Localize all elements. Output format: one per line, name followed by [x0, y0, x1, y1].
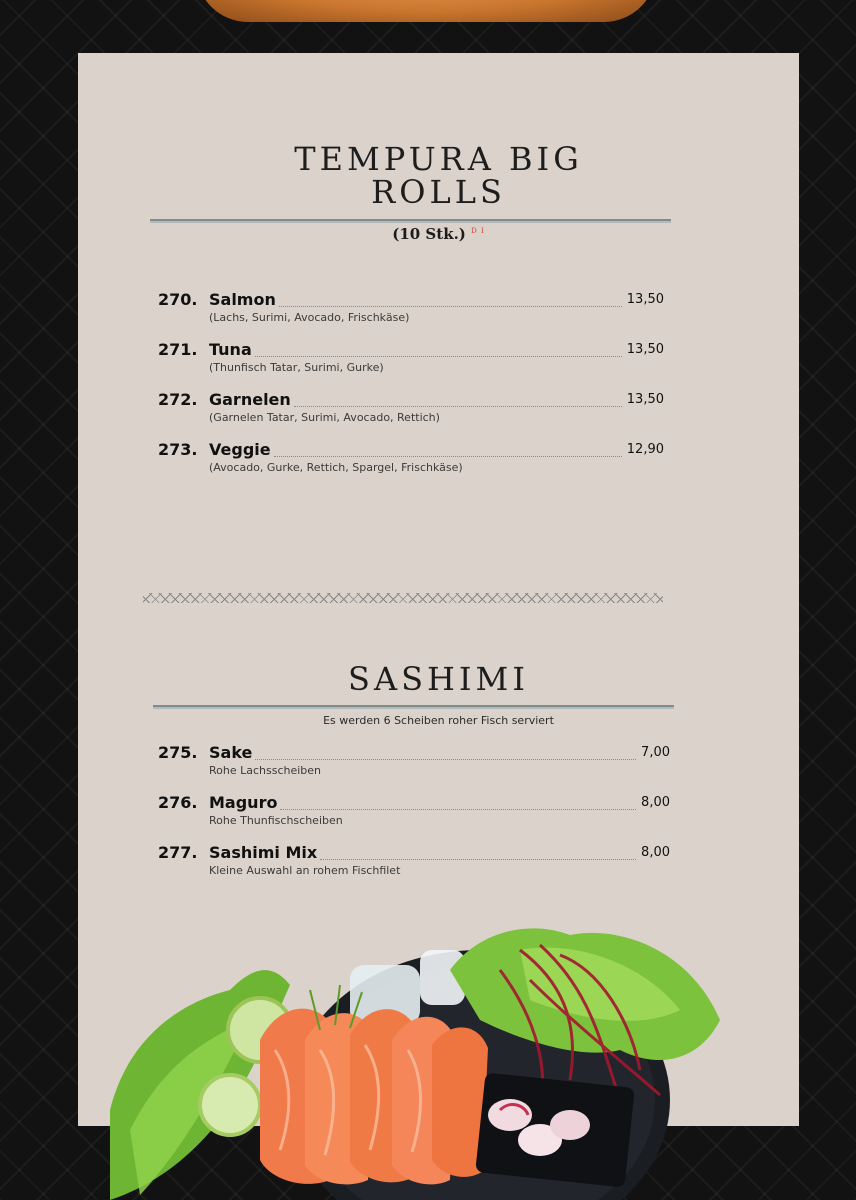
item-price: 13,50 — [626, 392, 664, 407]
dot-leader — [255, 356, 622, 357]
item-price: 12,90 — [626, 442, 664, 457]
item-description: (Garnelen Tatar, Surimi, Avocado, Rettich) — [209, 411, 440, 424]
section-divider — [143, 593, 663, 603]
dot-leader — [320, 859, 636, 860]
dot-leader — [255, 759, 636, 760]
menu-item[interactable] — [158, 390, 664, 430]
menu-item[interactable] — [158, 290, 664, 330]
item-name: Veggie — [209, 440, 271, 459]
item-description: Rohe Thunfischscheiben — [209, 814, 343, 827]
sashimi-title: SASHIMI — [348, 660, 529, 698]
dot-leader — [274, 456, 622, 457]
dot-leader — [279, 306, 622, 307]
item-number: 275. — [158, 743, 198, 762]
item-price: 8,00 — [641, 795, 670, 810]
item-price: 13,50 — [626, 292, 664, 307]
tempura-title-line2: ROLLS — [371, 173, 506, 211]
item-name: Maguro — [209, 793, 278, 812]
item-description: Rohe Lachsscheiben — [209, 764, 322, 777]
item-number: 272. — [158, 390, 198, 409]
item-price: 8,00 — [641, 845, 670, 860]
item-name: Garnelen — [209, 390, 291, 409]
item-description: Kleine Auswahl an rohem Fischfilet — [209, 864, 401, 877]
tempura-title-line1: TEMPURA BIG — [294, 140, 583, 178]
menu-item[interactable] — [158, 793, 670, 833]
item-number: 271. — [158, 340, 198, 359]
menu-item[interactable] — [158, 843, 670, 883]
sashimi-title-rule — [153, 705, 674, 709]
item-name: Salmon — [209, 290, 276, 309]
item-description: (Lachs, Surimi, Avocado, Frischkäse) — [209, 311, 410, 324]
item-description: (Thunfisch Tatar, Surimi, Gurke) — [209, 361, 384, 374]
allergen-marker: D I — [471, 227, 485, 235]
tempura-piece-count: (10 Stk.) — [392, 225, 466, 243]
tempura-subtitle — [78, 225, 799, 243]
sashimi-plate-image — [100, 910, 740, 1200]
menu-item[interactable] — [158, 340, 664, 380]
item-price: 7,00 — [641, 745, 670, 760]
sashimi-note: Es werden 6 Scheiben roher Fisch serviert — [323, 714, 554, 727]
item-name: Sake — [209, 743, 253, 762]
item-name: Tuna — [209, 340, 252, 359]
menu-item[interactable] — [158, 743, 670, 783]
item-number: 277. — [158, 843, 198, 862]
dot-leader — [280, 809, 636, 810]
item-number: 270. — [158, 290, 198, 309]
item-price: 13,50 — [626, 342, 664, 357]
item-name: Sashimi Mix — [209, 843, 318, 862]
dot-leader — [294, 406, 622, 407]
item-description: (Avocado, Gurke, Rettich, Spargel, Frischkäse) — [209, 461, 463, 474]
top-food-plate-image — [196, 0, 656, 22]
menu-item[interactable] — [158, 440, 664, 480]
item-number: 273. — [158, 440, 198, 459]
tempura-title-rule — [150, 219, 671, 223]
tempura-title — [78, 140, 799, 211]
item-number: 276. — [158, 793, 198, 812]
